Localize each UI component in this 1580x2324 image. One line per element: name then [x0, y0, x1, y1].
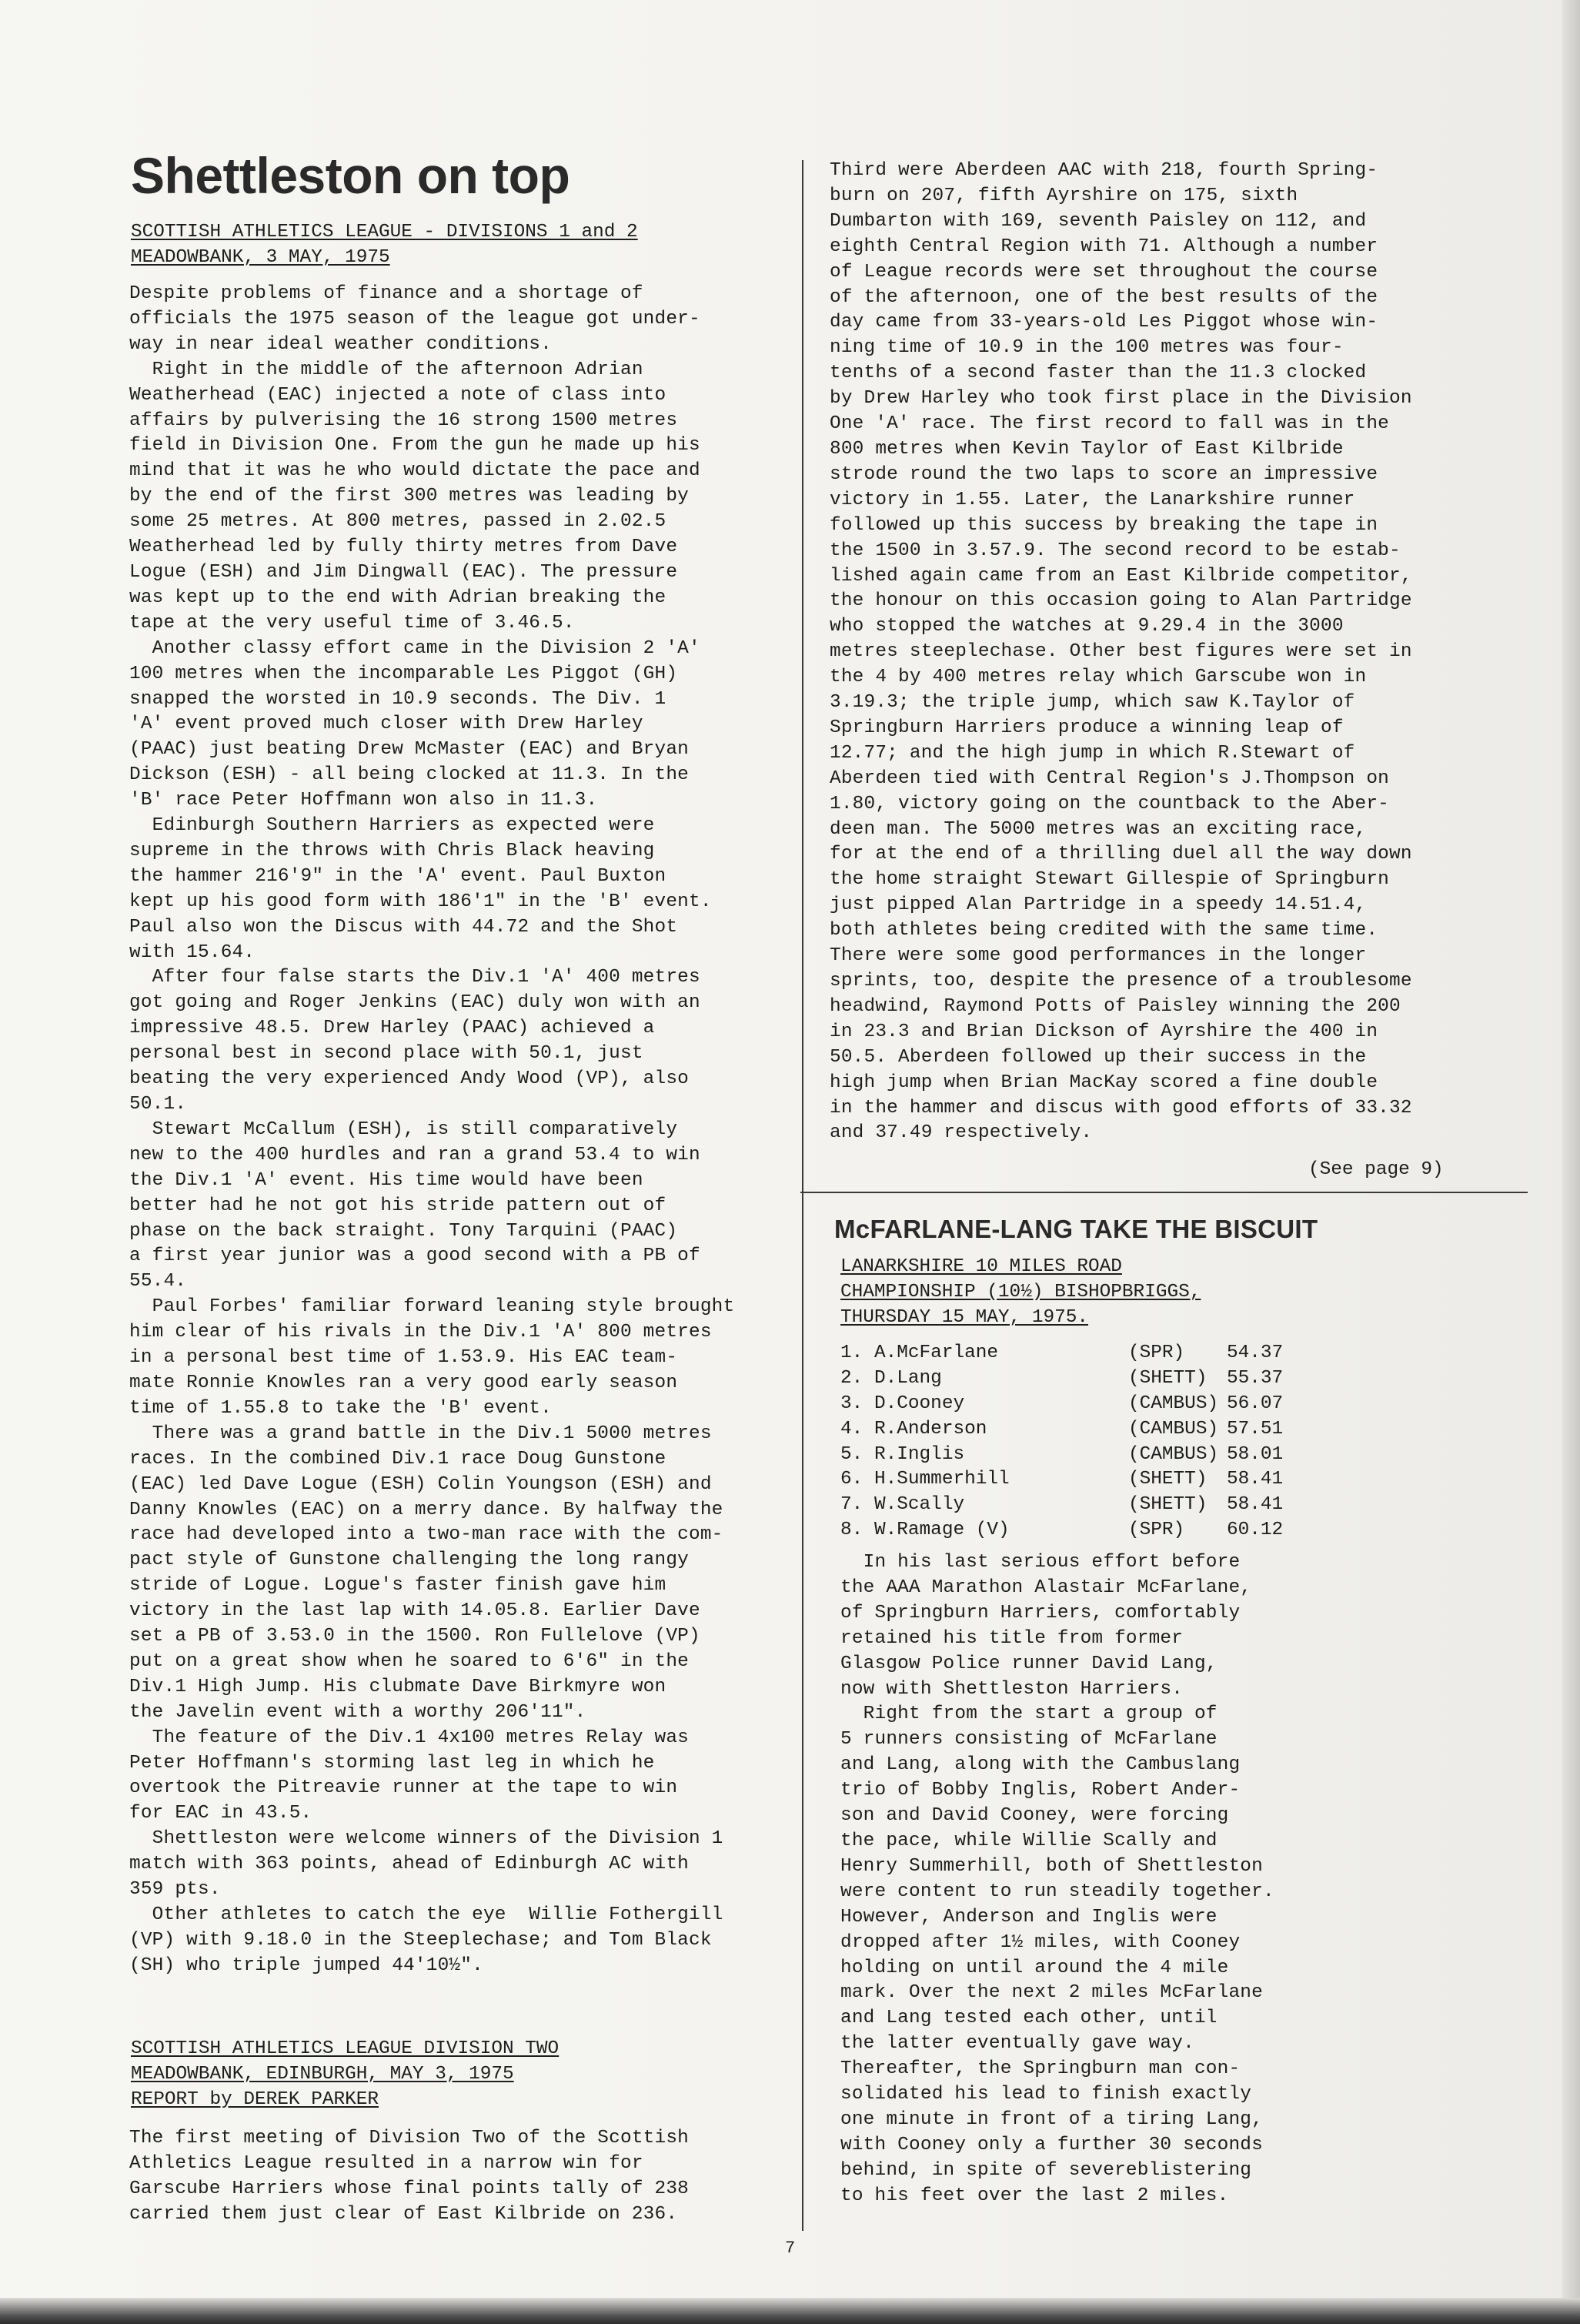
- result-row: [840, 1341, 1296, 1366]
- result-position: 2.: [840, 1367, 863, 1389]
- result-row: [840, 1366, 1296, 1392]
- result-time: 58.41: [1227, 1494, 1284, 1516]
- result-time: 57.51: [1227, 1418, 1284, 1440]
- page-number: 7: [785, 2239, 796, 2258]
- results-list: [840, 1341, 1296, 1543]
- result-position: 3.: [840, 1393, 863, 1414]
- result-name: W.Ramage (V): [874, 1520, 1010, 1541]
- article-subhead-division-two: SCOTTISH ATHLETICS LEAGUE DIVISION TWO MEADOWBANK, EDINBURGH, MAY 3, 1975 REPORT by DEREK PARKER: [131, 2038, 560, 2110]
- result-name: D.Lang: [874, 1367, 942, 1389]
- result-row: [840, 1493, 1296, 1518]
- result-time: 56.07: [1227, 1393, 1284, 1414]
- result-name: W.Scally: [874, 1494, 965, 1516]
- result-club: (SPR): [1128, 1520, 1185, 1541]
- result-position: 5.: [840, 1443, 863, 1465]
- result-club: (SPR): [1128, 1343, 1185, 1363]
- result-club: (CAMBUS): [1128, 1443, 1219, 1465]
- result-position: 8.: [840, 1520, 863, 1541]
- result-row: [840, 1392, 1296, 1417]
- article-left-column: Despite problems of finance and a shortage of officials the 1975 season of the league got under- way in near ideal weather conditions. Right in the middle of the afternoon Adrian Weatherhead (EAC) injected a note of class into affairs by pulverising the 16 strong 1500 metres field in Division One. From the gun he made up his mind that it was he who would dictate the pace and by the end of the first 300 metres was leading by some 25 metres. At 800 metres, passed in 2.02.5 Weatherhead led by fully thirty metres from Dave Logue (ESH) and Jim Dingwall (EAC). The pressure was kept up to the end with Adrian breaking the tape at the very useful time of 3.46.5. Another classy effort came in the Division 2 'A' 100 metres when the incomparable Les Piggot (GH) snapped the worsted in 10.9 seconds. The Div. 1 'A' event proved much closer with Drew Harley (PAAC) just beating Drew McMaster (EAC) and Bryan Dickson (ESH) - all being clocked at 11.3. In the 'B' race Peter Hoffmann won also in 11.3. Edinburgh Southern Harriers as expected were supreme in the throws with Chris Black heaving the hammer 216'9" in the 'A' event. Paul Buxton kept up his good form with 186'1" in the 'B' event. Paul also won the Discus with 44.72 and the Shot with 15.64. After four false starts the Div.1 'A' 400 metres got going and Roger Jenkins (EAC) duly won with an impressive 48.5. Drew Harley (PAAC) achieved a personal best in second place with 50.1, just beating the very experienced Andy Wood (VP), also 50.1. Stewart McCallum (ESH), is still comparatively new to the 400 hurdles and ran a grand 53.4 to win the Div.1 'A' event. His time would have been better had he not got his stride pattern out of phase on the back straight. Tony Tarquini (PAAC) a first year junior was a good second with a PB of 55.4. Paul Forbes' familiar forward leaning style brought him clear of his rivals in the Div.1 'A' 800 metres in a personal best time of 1.53.9. His EAC team- mate Ronnie Knowles ran a very good early season time of 1.55.8 to take the 'B' event. There was a grand battle in the Div.1 5000 metres races. In the combined Div.1 race Doug Gunstone (EAC) led Dave Logue (ESH) Colin Youngson (ESH) and Danny Knowles (EAC) on a merry dance. By halfway the race had developed into a two-man race with the com- pact style of Gunstone challenging the long rangy stride of Logue. Logue's faster finish gave him victory in the last lap with 14.05.8. Earlier Dave set a PB of 3.53.0 in the 1500. Ron Fullelove (VP) put on a great show when he soared to 6'6" in the Div.1 High Jump. His clubmate Dave Birkmyre won the Javelin event with a worthy 206'11". The feature of the Div.1 4x100 metres Relay was Peter Hoffmann's storming last leg in which he overtook the Pitreavie runner at the tape to win for EAC in 43.5. Shettleston were welcome winners of the Division 1 match with 363 points, ahead of Edinburgh AC with 359 pts. Other athletes to catch the eye Willie Fothergill (VP) with 9.18.0 in the Steeplechase; and Tom Black (SH) who triple jumped 44'10½".: [129, 283, 735, 1976]
- biscuit-headline: McFARLANE-LANG TAKE THE BISCUIT: [834, 1215, 1318, 1243]
- result-row: [840, 1467, 1296, 1493]
- result-position: 4.: [840, 1418, 863, 1440]
- biscuit-subhead: LANARKSHIRE 10 MILES ROAD CHAMPIONSHIP (10½) BISHOPBRIGGS, THURSDAY 15 MAY, 1975.: [840, 1256, 1201, 1328]
- result-name: R.Anderson: [874, 1418, 987, 1440]
- result-time: 54.37: [1227, 1343, 1284, 1363]
- article-headline: Shettleston on top: [131, 147, 570, 204]
- result-position: 1.: [840, 1343, 863, 1363]
- article-right-column: Third were Aberdeen AAC with 218, fourth Spring- burn on 207, fifth Ayrshire on 175, sixth Dumbarton with 169, seventh Paisley on 112, and eighth Central Region with 71. Although a number of League records were set throughout the course of the afternoon, one of the best results of the day came from 33-years-old Les Piggot whose win- ning time of 10.9 in the 100 metres was four- tenths of a second faster than the 11.3 clocked by Drew Harley who took first place in the Division One 'A' race. The first record to fall was in the 800 metres when Kevin Taylor of East Kilbride strode round the two laps to score an impressive victory in 1.55. Later, the Lanarkshire runner followed up this success by breaking the tape in the 1500 in 3.57.9. The second record to be estab- lished again came from an East Kilbride competitor, the honour on this occasion going to Alan Partridge who stopped the watches at 9.29.4 in the 3000 metres steeplechase. Other best figures were set in the 4 by 400 metres relay which Garscube won in 3.19.3; the triple jump, which saw K.Taylor of Springburn Harriers produce a winning leap of 12.77; and the high jump in which R.Stewart of Aberdeen tied with Central Region's J.Thompson on 1.80, victory going on the countback to the Aber- deen man. The 5000 metres was an exciting race, for at the end of a thrilling duel all the way down the home straight Stewart Gillespie of Springburn just pipped Alan Partridge in a speedy 14.51.4, both athletes being credited with the same time. There were some good performances in the longer sprints, too, despite the presence of a troublesome headwind, Raymond Potts of Paisley winning the 200 in 23.3 and Brian Dickson of Ayrshire the 400 in 50.5. Aberdeen followed up their success in the high jump when Brian MacKay scored a fine double in the hammer and discus with good efforts of 33.32 and 37.49 respectively.: [830, 160, 1412, 1144]
- result-time: 58.01: [1227, 1443, 1284, 1465]
- result-position: 7.: [840, 1494, 863, 1516]
- page-edge-bottom: [0, 2298, 1580, 2324]
- result-position: 6.: [840, 1469, 863, 1490]
- result-name: A.McFarlane: [874, 1343, 999, 1363]
- see-page-reference: (See page 9): [1308, 1159, 1444, 1180]
- result-row: [840, 1417, 1296, 1443]
- biscuit-body: In his last serious effort before the AAA Marathon Alastair McFarlane, of Springburn Harriers, comfortably retained his title from former Glasgow Police runner David Lang, now with Shettleston Harriers. Right from the start a group of 5 runners consisting of McFarlane and Lang, along with the Cambuslang trio of Bobby Inglis, Robert Ander- son and David Cooney, were forcing the pace, while Willie Scally and Henry Summerhill, both of Shettleston were content to run steadily together. However, Anderson and Inglis were dropped after 1½ miles, with Cooney holding on until around the 4 mile mark. Over the next 2 miles McFarlane and Lang tested each other, until the latter eventually gave way. Thereafter, the Springburn man con- solidated his lead to finish exactly one minute in front of a tiring Lang, with Cooney only a further 30 seconds behind, in spite of severeblistering to his feet over the last 2 miles.: [840, 1552, 1274, 2206]
- result-row: [840, 1518, 1296, 1543]
- page-edge-right: [1562, 0, 1580, 2324]
- result-name: H.Summerhill: [874, 1469, 1010, 1490]
- result-club: (SHETT): [1128, 1494, 1208, 1516]
- result-time: 60.12: [1227, 1520, 1284, 1541]
- result-time: 58.41: [1227, 1469, 1284, 1490]
- section-divider: [800, 1192, 1528, 1193]
- article-subhead-divisions: SCOTTISH ATHLETICS LEAGUE - DIVISIONS 1 and 2 MEADOWBANK, 3 MAY, 1975: [131, 222, 638, 268]
- article-left-column-continued: The first meeting of Division Two of the Scottish Athletics League resulted in a narrow win for Garscube Harriers whose final points tally of 238 carried them just clear of East Kilbride on 236.: [129, 2128, 690, 2225]
- result-time: 55.37: [1227, 1367, 1284, 1389]
- result-club: (SHETT): [1128, 1367, 1208, 1389]
- result-club: (CAMBUS): [1128, 1418, 1219, 1440]
- result-name: D.Cooney: [874, 1393, 965, 1414]
- result-club: (CAMBUS): [1128, 1393, 1219, 1414]
- result-name: R.Inglis: [874, 1443, 965, 1465]
- column-divider: [802, 160, 803, 2231]
- result-club: (SHETT): [1128, 1469, 1208, 1490]
- result-row: [840, 1443, 1296, 1468]
